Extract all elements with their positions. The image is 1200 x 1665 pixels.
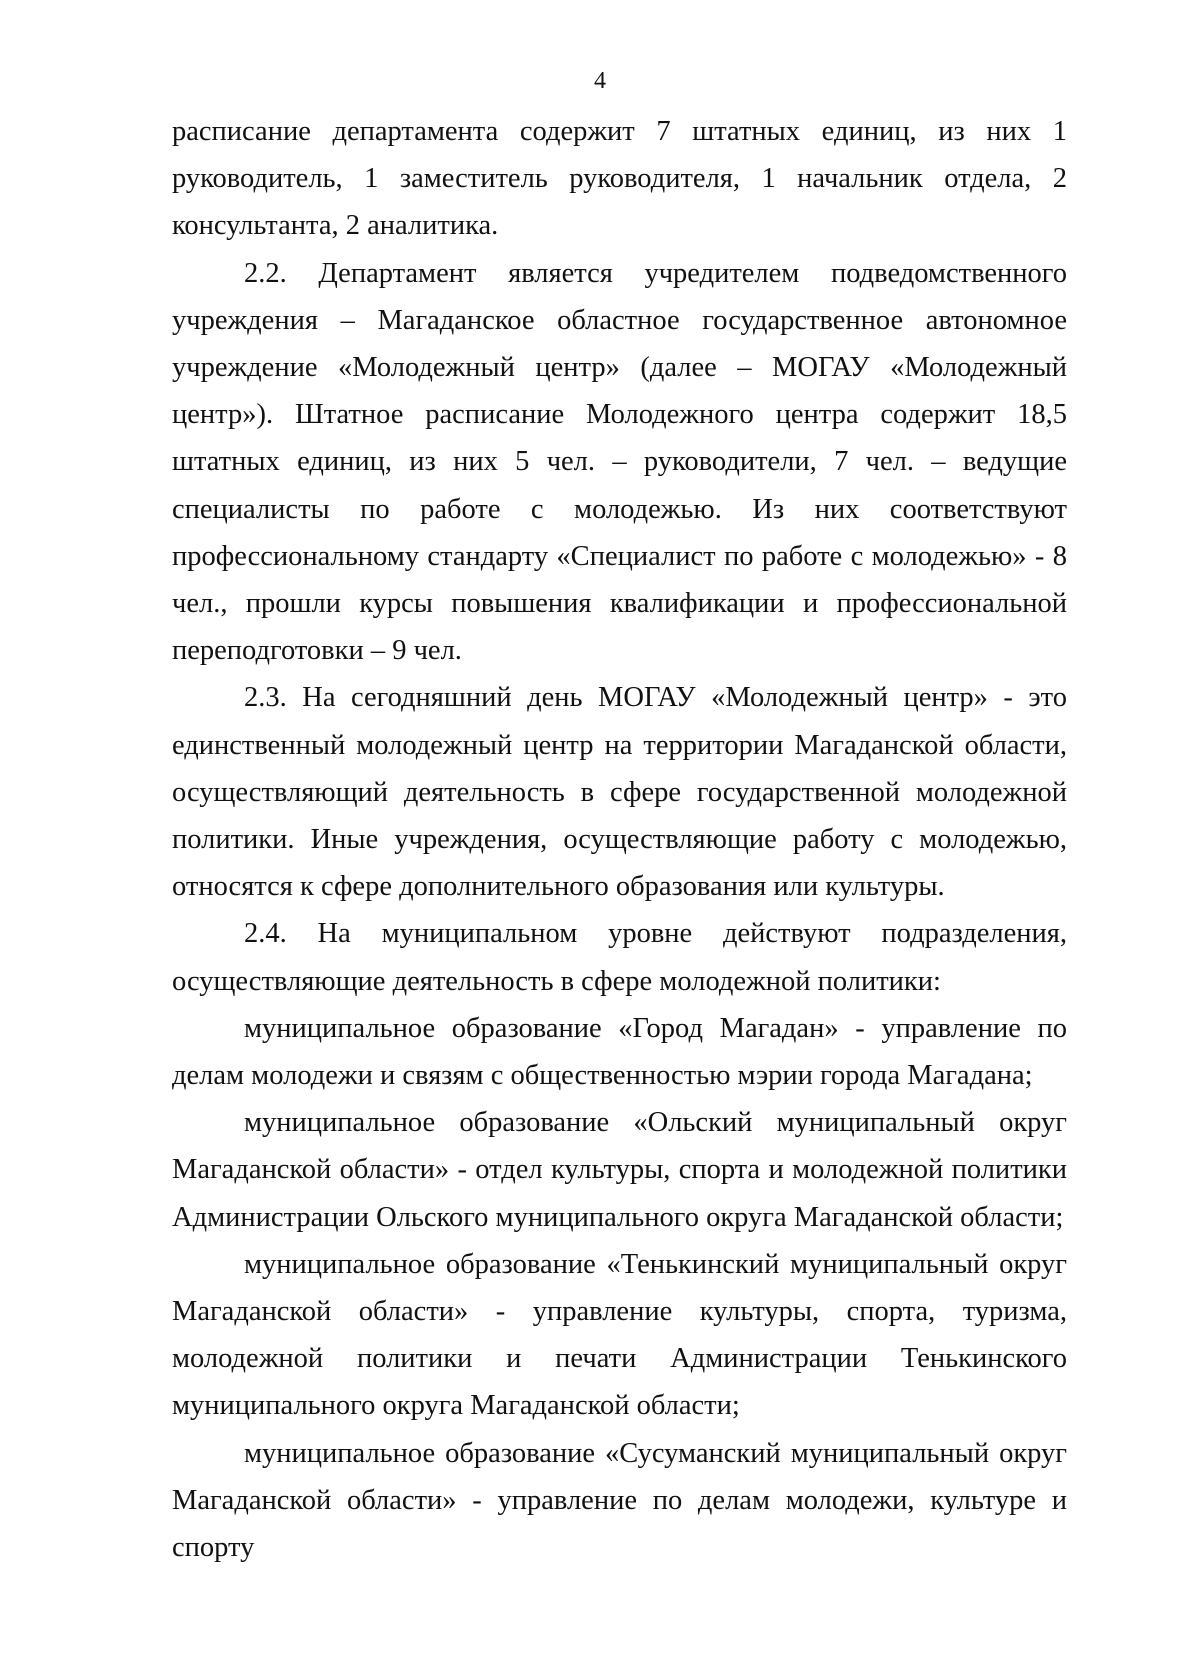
- paragraph-2-2: 2.2. Департамент является учредителем подведомственного учреждения – Магаданское областное государственное автономное учреждение «Молодежный центр» (далее – МОГАУ «Молодежный центр»). Штатное расписание Молодежного центра содержит 18,5 штатных единиц, из них 5 чел. – руководители, 7 чел. – ведущие специалисты по работе с молодежью. Из них соответствуют профессиональному стандарту «Специалист по работе с молодежью» - 8 чел., прошли курсы повышения квалификации и профессиональной переподготовки – 9 чел.: [172, 257, 1067, 667]
- paragraph-magadan-city: муниципальное образование «Город Магадан» - управление по делам молодежи и связям с общественностью мэрии города Магадана;: [172, 1012, 1067, 1092]
- paragraph-staffing: расписание департамента содержит 7 штатных единиц, из них 1 руководитель, 1 заместитель руководителя, 1 начальник отдела, 2 консультанта, 2 аналитика.: [172, 116, 1067, 242]
- page-number: 4: [594, 68, 606, 94]
- paragraph-olsky-district: муниципальное образование «Ольский муниципальный округ Магаданской области» - отдел культуры, спорта и молодежной политики Администрации Ольского муниципального округа Магаданской области;: [172, 1107, 1067, 1233]
- paragraph-2-4: 2.4. На муниципальном уровне действуют подразделения, осуществляющие деятельность в сфере молодежной политики:: [172, 918, 1067, 997]
- paragraph-2-3: 2.3. На сегодняшний день МОГАУ «Молодежный центр» - это единственный молодежный центр на территории Магаданской области, осуществляющий деятельность в сфере государственной молодежной политики. Иные учреждения, осуществляющие работу с молодежью, относятся к сфере дополнительного образования или культуры.: [172, 682, 1067, 903]
- paragraph-tenkinsky-district: муниципальное образование «Тенькинский муниципальный округ Магаданской области» - управление культуры, спорта, туризма, молодежной политики и печати Администрации Тенькинского муниципального округа Магаданской области;: [172, 1248, 1067, 1422]
- paragraph-susumansky-district: муниципальное образование «Сусуманский муниципальный округ Магаданской области» - управление по делам молодежи, культуре и спорту: [172, 1437, 1067, 1564]
- document-body: [172, 108, 1067, 1571]
